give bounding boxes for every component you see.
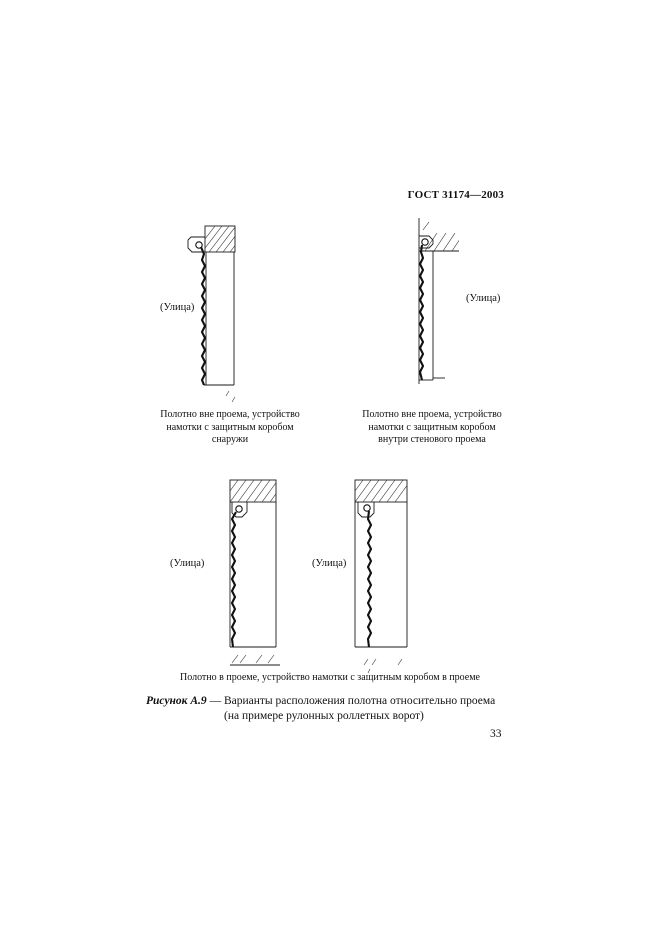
caption-bottom: Полотно в проеме, устройство намотки с защитным коробом в проеме bbox=[179, 672, 480, 683]
caption-top-left-line-3: снаружи bbox=[211, 434, 249, 445]
diagram-outside-box-outside bbox=[180, 220, 250, 410]
caption-top-right-line-3: внутри стенового проема bbox=[378, 434, 486, 445]
caption-top-left-line-2: намотки с защитным коробом bbox=[166, 421, 294, 433]
street-label-top-left: (Улица) bbox=[160, 302, 195, 313]
street-label-bottom-right: (Улица) bbox=[312, 558, 347, 569]
diagram-outside-box-inside-opening bbox=[405, 218, 475, 393]
caption-top-right bbox=[342, 409, 522, 447]
caption-top-left-line-1: Полотно вне проема, устройство bbox=[160, 409, 300, 420]
diagram-inside-opening-left bbox=[218, 475, 298, 675]
figure-label: Рисунок А.9 bbox=[146, 695, 207, 707]
figure-title-line-2: (на примере рулонных роллетных ворот) bbox=[224, 710, 424, 722]
street-label-top-right: (Улица) bbox=[466, 293, 501, 304]
figure-caption-line-1 bbox=[146, 694, 526, 709]
standard-header: ГОСТ 31174—2003 bbox=[407, 189, 504, 201]
figure-caption bbox=[146, 694, 526, 724]
page-number: 33 bbox=[490, 728, 502, 740]
figure-title: — Варианты расположения полотна относительно проема bbox=[206, 695, 496, 707]
caption-top-right-line-2: намотки с защитным коробом bbox=[368, 421, 496, 433]
caption-top-right-line-1: Полотно вне проема, устройство bbox=[362, 409, 502, 420]
street-label-bottom-left: (Улица) bbox=[170, 558, 205, 569]
diagram-inside-opening-right bbox=[350, 475, 430, 675]
caption-top-left bbox=[140, 409, 320, 447]
